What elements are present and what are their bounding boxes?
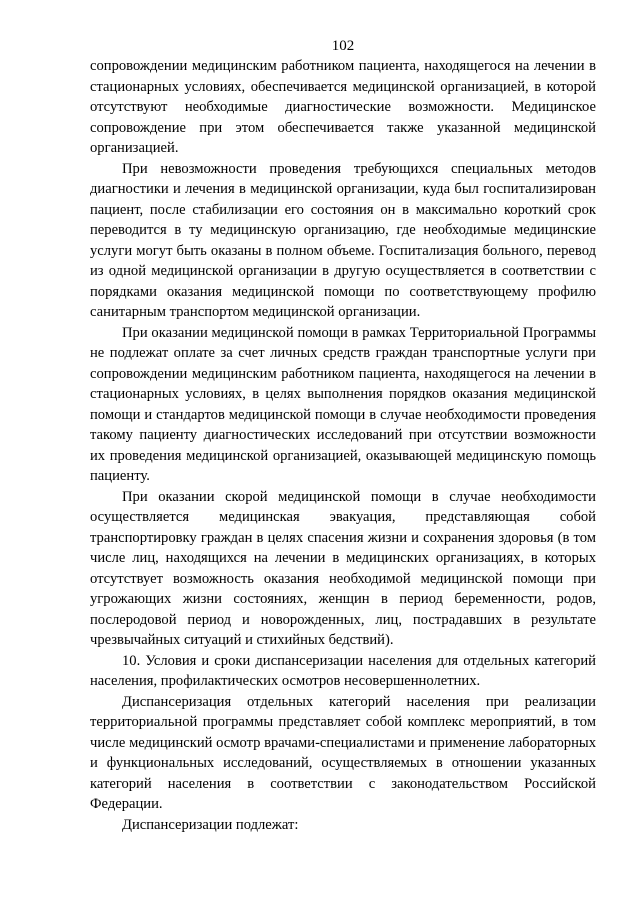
paragraph-continuation: сопровождении медицинским работником пациента, находящегося на лечении в стационарных условиях, обеспечивается медицинской организацией, в которой отсутствуют необходимые диагностические возможности. Медицинское сопровождение при этом обеспечивается также указанной медицинской организацией. — [90, 58, 596, 156]
paragraph-medical-evacuation: При оказании скорой медицинской помощи в случае необходимости осуществляется медицинская эвакуация, представляющая собой транспортировку граждан в целях спасения жизни и сохранения здоровья (в том числе лиц, находящихся на лечении в медицинских организациях, в которых отсутствует возможность оказания необходимой медицинской помощи при угрожающих жизни состояниях, женщин в период беременности, родов, послеродовой период и новорожденных, лиц, пострадавших в результате чрезвычайных ситуаций и стихийных бедствий). — [90, 488, 596, 648]
page-number: 102 — [331, 38, 355, 54]
paragraph-transport-services: При оказании медицинской помощи в рамках Территориальной Программы не подлежат оплате за счет личных средств граждан транспортные услуги при сопровождении медицинским работником пациента, находящегося на лечении в стационарных условиях, в целях выполнения порядков оказания медицинской помощи и стандартов медицинской помощи в случае необходимости проведения такому пациенту диагностических исследований при отсутствии возможности их проведения медицинской организацией, оказывающей медицинскую помощь пациенту. — [90, 324, 596, 484]
paragraph-transfer: При невозможности проведения требующихся специальных методов диагностики и лечения в медицинской организации, куда был госпитализирован пациент, после стабилизации его состояния он в максимально короткий срок переводится в ту медицинскую организацию, где необходимые медицинские услуги могут быть оказаны в полном объеме. Госпитализация больного, перевод из одной медицинской организации в другую осуществляется в соответствии с порядками оказания медицинской помощи по соответствующему профилю санитарным транспортом медицинской организации. — [90, 160, 596, 320]
section-heading-10: 10. Условия и сроки диспансеризации населения для отдельных категорий населения, профилактических осмотров несовершеннолетних. — [90, 652, 596, 689]
document-page — [90, 36, 596, 835]
paragraph-dispensarization: Диспансеризация отдельных категорий населения при реализации территориальной программы представляет собой комплекс мероприятий, в том числе медицинский осмотр врачами-специалистами и применение лабораторных и функциональных исследований, осуществляемых в отношении указанных категорий населения в соответствии с законодательством Российской Федерации. — [90, 693, 596, 812]
paragraph-subject-to: Диспансеризации подлежат: — [122, 816, 299, 833]
